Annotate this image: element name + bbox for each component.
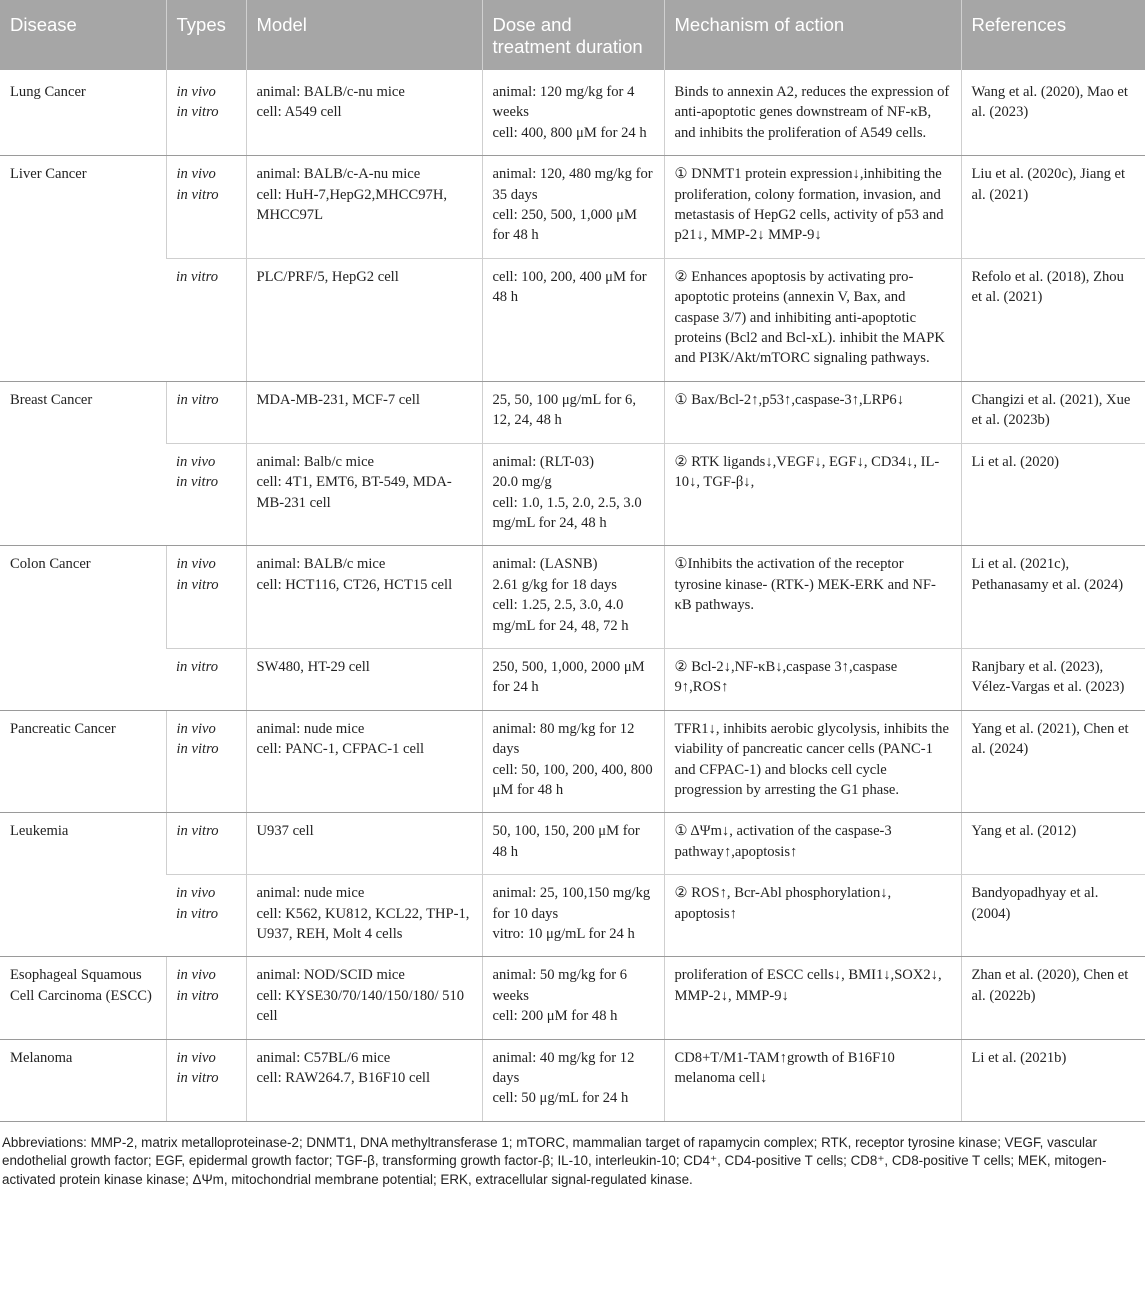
mechanism-cell: proliferation of ESCC cells↓, BMI1↓,SOX2↓, MMP-2↓, MMP-9↓ — [664, 957, 961, 1039]
mechanism-cell: Binds to annexin A2, reduces the expression of anti-apoptotic genes downstream of NF-κB, and inhibits the proliferation of A549 cells. — [664, 70, 961, 156]
model-cell — [246, 710, 482, 813]
mechanism-cell: CD8+T/M1-TAM↑growth of B16F10 melanoma cell↓ — [664, 1039, 961, 1121]
dose-line: animal: 50 mg/kg for 6 weeks — [492, 967, 628, 1004]
header-mechanism: Mechanism of action — [664, 0, 961, 70]
table-row — [0, 70, 1145, 156]
type-label: in vivo — [176, 720, 216, 737]
model-cell — [246, 258, 482, 381]
type-label: in vivo — [176, 453, 216, 470]
table-row — [0, 381, 1145, 443]
dose-line: cell: 1.0, 1.5, 2.0, 2.5, 3.0 mg/mL for 24, 48 h — [492, 494, 642, 531]
dose-line: cell: 400, 800 μM for 24 h — [492, 124, 647, 141]
types-cell — [166, 156, 246, 259]
dose-line: 250, 500, 1,000, 2000 μM for 24 h — [492, 658, 645, 696]
disease-cell: Esophageal Squamous Cell Carcinoma (ESCC) — [0, 957, 166, 1039]
dose-line: animal: 120 mg/kg for 4 weeks — [492, 84, 635, 121]
mechanism-cell: ② ROS↑, Bcr-Abl phosphorylation↓, apoptosis↑ — [664, 875, 961, 957]
model-line: cell: 4T1, EMT6, BT-549, MDA-MB-231 cell — [256, 474, 452, 511]
mechanism-cell: ①Inhibits the activation of the receptor tyrosine kinase- (RTK-) MEK-ERK and NF-κB pathways. — [664, 546, 961, 649]
mechanism-cell: ① ΔΨm↓, activation of the caspase-3 pathway↑,apoptosis↑ — [664, 813, 961, 875]
mechanism-cell: ② Bcl-2↓,NF-κB↓,caspase 3↑,caspase 9↑,ROS↑ — [664, 648, 961, 710]
header-model: Model — [246, 0, 482, 70]
model-cell — [246, 875, 482, 957]
type-label: in vitro — [176, 1070, 219, 1087]
references-cell: Zhan et al. (2020), Chen et al. (2022b) — [961, 957, 1145, 1039]
model-cell — [246, 648, 482, 710]
disease-cell: Breast Cancer — [0, 381, 166, 545]
references-cell: Bandyopadhyay et al. (2004) — [961, 875, 1145, 957]
header-types: Types — [166, 0, 246, 70]
model-line: animal: Balb/c mice — [256, 453, 375, 470]
type-label: in vitro — [176, 576, 219, 593]
model-cell — [246, 443, 482, 546]
disease-cell: Lung Cancer — [0, 70, 166, 156]
type-label: in vivo — [176, 556, 216, 573]
types-cell — [166, 875, 246, 957]
model-line: animal: NOD/SCID mice — [256, 967, 405, 984]
types-cell — [166, 70, 246, 156]
dose-line: 50, 100, 150, 200 μM for 48 h — [492, 823, 640, 860]
type-label: in vivo — [176, 166, 216, 183]
model-line: animal: BALB/c mice — [256, 556, 386, 573]
model-cell — [246, 813, 482, 875]
dose-cell — [482, 1039, 664, 1121]
type-label: in vitro — [176, 391, 219, 408]
dose-cell — [482, 546, 664, 649]
table-row — [0, 813, 1145, 875]
type-label: in vitro — [176, 268, 219, 285]
header-disease: Disease — [0, 0, 166, 70]
dose-line: cell: 100, 200, 400 μM for 48 h — [492, 268, 647, 306]
type-label: in vivo — [176, 84, 216, 100]
types-cell — [166, 546, 246, 649]
dose-line: animal: (LASNB) — [492, 556, 598, 573]
references-cell: Li et al. (2021c), Pethanasamy et al. (2024) — [961, 546, 1145, 649]
references-cell: Ranjbary et al. (2023), Vélez-Vargas et al. (2023) — [961, 648, 1145, 710]
model-line: PLC/PRF/5, HepG2 cell — [256, 268, 399, 285]
table-header — [0, 0, 1145, 70]
model-cell — [246, 381, 482, 443]
dose-line: animal: 120, 480 mg/kg for 35 days — [492, 166, 653, 203]
dose-line: animal: (RLT-03) — [492, 453, 594, 470]
type-label: in vivo — [176, 1049, 216, 1066]
dose-line: cell: 50 μg/mL for 24 h — [492, 1090, 629, 1107]
references-cell: Li et al. (2021b) — [961, 1039, 1145, 1121]
dose-cell — [482, 648, 664, 710]
mechanism-cell: ② RTK ligands↓,VEGF↓, EGF↓, CD34↓, IL-10↓, TGF-β↓, — [664, 443, 961, 546]
references-cell: Refolo et al. (2018), Zhou et al. (2021) — [961, 258, 1145, 381]
references-cell: Liu et al. (2020c), Jiang et al. (2021) — [961, 156, 1145, 259]
mechanism-cell: ① DNMT1 protein expression↓,inhibiting the proliferation, colony formation, invasion, and metastasis of HepG2 cells, activity of p53 and p21↓, MMP-2↓ MMP-9↓ — [664, 156, 961, 259]
model-line: cell: HCT116, CT26, HCT15 cell — [256, 576, 453, 593]
disease-cell: Liver Cancer — [0, 156, 166, 382]
model-line: U937 cell — [256, 823, 314, 840]
mechanism-cell: ② Enhances apoptosis by activating pro-apoptotic proteins (annexin V, Bax, and caspase 3/7) and inhibiting anti-apoptotic proteins (Bcl2 and Bcl-xL). inhibit the MAPK and PI3K/Akt/mTORC signaling pathways. — [664, 258, 961, 381]
types-cell — [166, 443, 246, 546]
model-cell — [246, 546, 482, 649]
type-label: in vitro — [176, 741, 219, 758]
type-label: in vitro — [176, 104, 219, 121]
model-line: SW480, HT-29 cell — [256, 658, 370, 675]
dose-cell — [482, 443, 664, 546]
disease-cell: Colon Cancer — [0, 546, 166, 710]
references-cell: Yang et al. (2021), Chen et al. (2024) — [961, 710, 1145, 813]
model-line: animal: C57BL/6 mice — [256, 1049, 391, 1066]
header-dose: Dose and treatment duration — [482, 0, 664, 70]
model-line: MDA-MB-231, MCF-7 cell — [256, 391, 420, 408]
disease-cell: Melanoma — [0, 1039, 166, 1121]
type-label: in vitro — [176, 823, 219, 840]
disease-cell: Leukemia — [0, 813, 166, 957]
dose-line: 2.61 g/kg for 18 days — [492, 576, 617, 593]
types-cell — [166, 381, 246, 443]
model-line: cell: KYSE30/70/140/150/180/ 510 cell — [256, 987, 465, 1025]
model-line: cell: PANC-1, CFPAC-1 cell — [256, 741, 425, 758]
model-cell — [246, 1039, 482, 1121]
dose-line: animal: 25, 100,150 mg/kg for 10 days — [492, 885, 651, 922]
table-row — [0, 156, 1145, 259]
type-label: in vitro — [176, 186, 219, 203]
type-label: in vitro — [176, 905, 219, 922]
dose-line: cell: 1.25, 2.5, 3.0, 4.0 mg/mL for 24, 48, 72 h — [492, 597, 629, 634]
model-line: cell: HuH-7,HepG2,MHCC97H, MHCC97L — [256, 186, 448, 224]
model-line: animal: BALB/c-nu mice — [256, 84, 405, 100]
dose-cell — [482, 875, 664, 957]
types-cell — [166, 813, 246, 875]
dose-cell — [482, 957, 664, 1039]
model-line: animal: nude mice — [256, 885, 365, 902]
dose-line: 20.0 mg/g — [492, 474, 552, 491]
header-references: References — [961, 0, 1145, 70]
references-cell: Wang et al. (2020), Mao et al. (2023) — [961, 70, 1145, 156]
table-row — [0, 258, 1145, 381]
table-row — [0, 875, 1145, 957]
dose-cell — [482, 70, 664, 156]
model-line: cell: RAW264.7, B16F10 cell — [256, 1070, 431, 1087]
type-label: in vitro — [176, 474, 219, 491]
model-cell — [246, 957, 482, 1039]
model-line: cell: A549 cell — [256, 104, 342, 121]
dose-line: 25, 50, 100 μg/mL for 6, 12, 24, 48 h — [492, 391, 636, 429]
table-row — [0, 443, 1145, 546]
types-cell — [166, 648, 246, 710]
type-label: in vitro — [176, 987, 219, 1004]
header-row — [0, 0, 1145, 70]
table-row — [0, 957, 1145, 1039]
references-cell: Changizi et al. (2021), Xue et al. (2023b) — [961, 381, 1145, 443]
table-row — [0, 546, 1145, 649]
type-label: in vivo — [176, 967, 216, 984]
dose-line: cell: 50, 100, 200, 400, 800 μM for 48 h — [492, 761, 653, 798]
dose-cell — [482, 813, 664, 875]
types-cell — [166, 258, 246, 381]
dose-line: animal: 80 mg/kg for 12 days — [492, 720, 635, 758]
dose-cell — [482, 381, 664, 443]
dose-cell — [482, 258, 664, 381]
table-row — [0, 1039, 1145, 1121]
table-row — [0, 648, 1145, 710]
model-line: animal: BALB/c-A-nu mice — [256, 166, 421, 183]
mechanism-cell: ① Bax/Bcl-2↑,p53↑,caspase-3↑,LRP6↓ — [664, 381, 961, 443]
dose-cell — [482, 156, 664, 259]
types-cell — [166, 957, 246, 1039]
table-row — [0, 710, 1145, 813]
disease-cell: Pancreatic Cancer — [0, 710, 166, 813]
types-cell — [166, 710, 246, 813]
type-label: in vitro — [176, 658, 219, 675]
abbreviations-footnote: Abbreviations: MMP-2, matrix metalloproteinase-2; DNMT1, DNA methyltransferase 1; mTORC, mammalian target of rapamycin complex; RTK, receptor tyrosine kinase; VEGF, vascular endothelial growth factor; EGF, epidermal growth factor; TGF-β, transforming growth factor-β; IL-10, interleukin-10; CD4⁺, CD4-positive T cells; CD8⁺, CD8-positive T cells; MEK, mitogen-activated protein kinase kinase; ΔΨm, mitochondrial membrane potential; ERK, extracellular signal-regulated kinase. — [2, 1134, 1107, 1187]
references-cell: Yang et al. (2012) — [961, 813, 1145, 875]
model-line: animal: nude mice — [256, 720, 365, 737]
types-cell — [166, 1039, 246, 1121]
references-cell: Li et al. (2020) — [961, 443, 1145, 546]
type-label: in vivo — [176, 885, 216, 902]
model-line: cell: K562, KU812, KCL22, THP-1, U937, REH, Molt 4 cells — [256, 905, 470, 942]
mechanism-cell: TFR1↓, inhibits aerobic glycolysis, inhibits the viability of pancreatic cancer cells (PANC-1 and CFPAC-1) and blocks cell cycle progression by arresting the G1 phase. — [664, 710, 961, 813]
dose-line: cell: 250, 500, 1,000 μM for 48 h — [492, 207, 637, 244]
dose-line: vitro: 10 μg/mL for 24 h — [492, 926, 635, 942]
dose-cell — [482, 710, 664, 813]
dose-line: animal: 40 mg/kg for 12 days — [492, 1049, 635, 1087]
table-body — [0, 70, 1145, 1121]
model-cell — [246, 70, 482, 156]
model-cell — [246, 156, 482, 259]
dose-line: cell: 200 μM for 48 h — [492, 1008, 618, 1025]
